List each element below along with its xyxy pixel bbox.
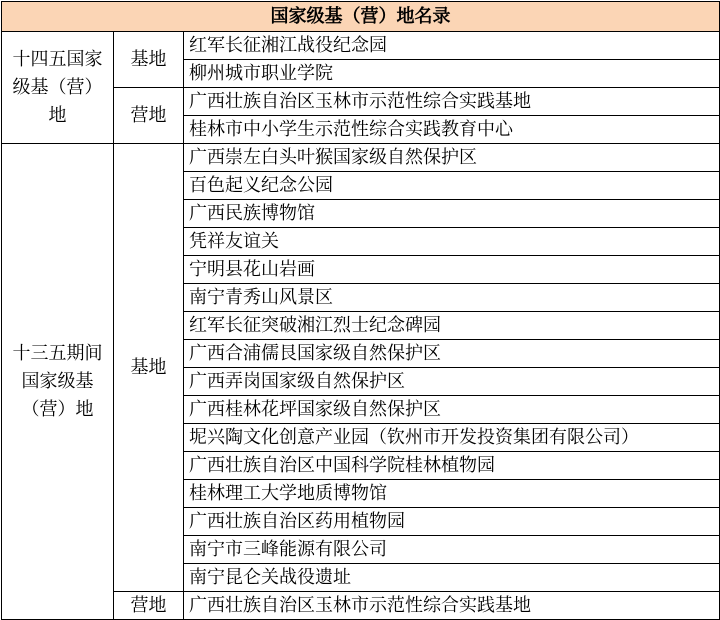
site-name-cell: 广西桂林花坪国家级自然保护区 bbox=[184, 396, 720, 424]
site-name-cell: 广西弄岗国家级自然保护区 bbox=[184, 368, 720, 396]
site-name-cell: 桂林市中小学生示范性综合实践教育中心 bbox=[184, 116, 720, 144]
table-row bbox=[2, 144, 720, 172]
site-name-cell: 百色起义纪念公园 bbox=[184, 172, 720, 200]
category-cell: 营地 bbox=[114, 592, 184, 620]
table-row bbox=[2, 32, 720, 60]
site-name-cell: 广西壮族自治区药用植物园 bbox=[184, 508, 720, 536]
directory-table bbox=[1, 1, 720, 620]
category-cell: 基地 bbox=[114, 144, 184, 592]
period-cell: 十三五期间国家级基（营）地 bbox=[2, 144, 114, 620]
site-name-cell: 广西壮族自治区玉林市示范性综合实践基地 bbox=[184, 592, 720, 620]
site-name-cell: 坭兴陶文化创意产业园（钦州市开发投资集团有限公司） bbox=[184, 424, 720, 452]
site-name-cell: 南宁昆仑关战役遗址 bbox=[184, 564, 720, 592]
category-cell: 基地 bbox=[114, 32, 184, 88]
site-name-cell: 南宁青秀山风景区 bbox=[184, 284, 720, 312]
site-name-cell: 广西崇左白头叶猴国家级自然保护区 bbox=[184, 144, 720, 172]
site-name-cell: 广西壮族自治区中国科学院桂林植物园 bbox=[184, 452, 720, 480]
site-name-cell: 桂林理工大学地质博物馆 bbox=[184, 480, 720, 508]
table-title: 国家级基（营）地名录 bbox=[2, 2, 720, 32]
site-name-cell: 柳州城市职业学院 bbox=[184, 60, 720, 88]
title-row bbox=[2, 2, 720, 32]
site-name-cell: 红军长征湘江战役纪念园 bbox=[184, 32, 720, 60]
period-cell: 十四五国家级基（营）地 bbox=[2, 32, 114, 144]
site-name-cell: 广西民族博物馆 bbox=[184, 200, 720, 228]
category-cell: 营地 bbox=[114, 88, 184, 144]
directory-table-body bbox=[2, 2, 720, 620]
site-name-cell: 广西壮族自治区玉林市示范性综合实践基地 bbox=[184, 88, 720, 116]
site-name-cell: 南宁市三峰能源有限公司 bbox=[184, 536, 720, 564]
site-name-cell: 宁明县花山岩画 bbox=[184, 256, 720, 284]
site-name-cell: 广西合浦儒艮国家级自然保护区 bbox=[184, 340, 720, 368]
site-name-cell: 凭祥友谊关 bbox=[184, 228, 720, 256]
site-name-cell: 红军长征突破湘江烈士纪念碑园 bbox=[184, 312, 720, 340]
